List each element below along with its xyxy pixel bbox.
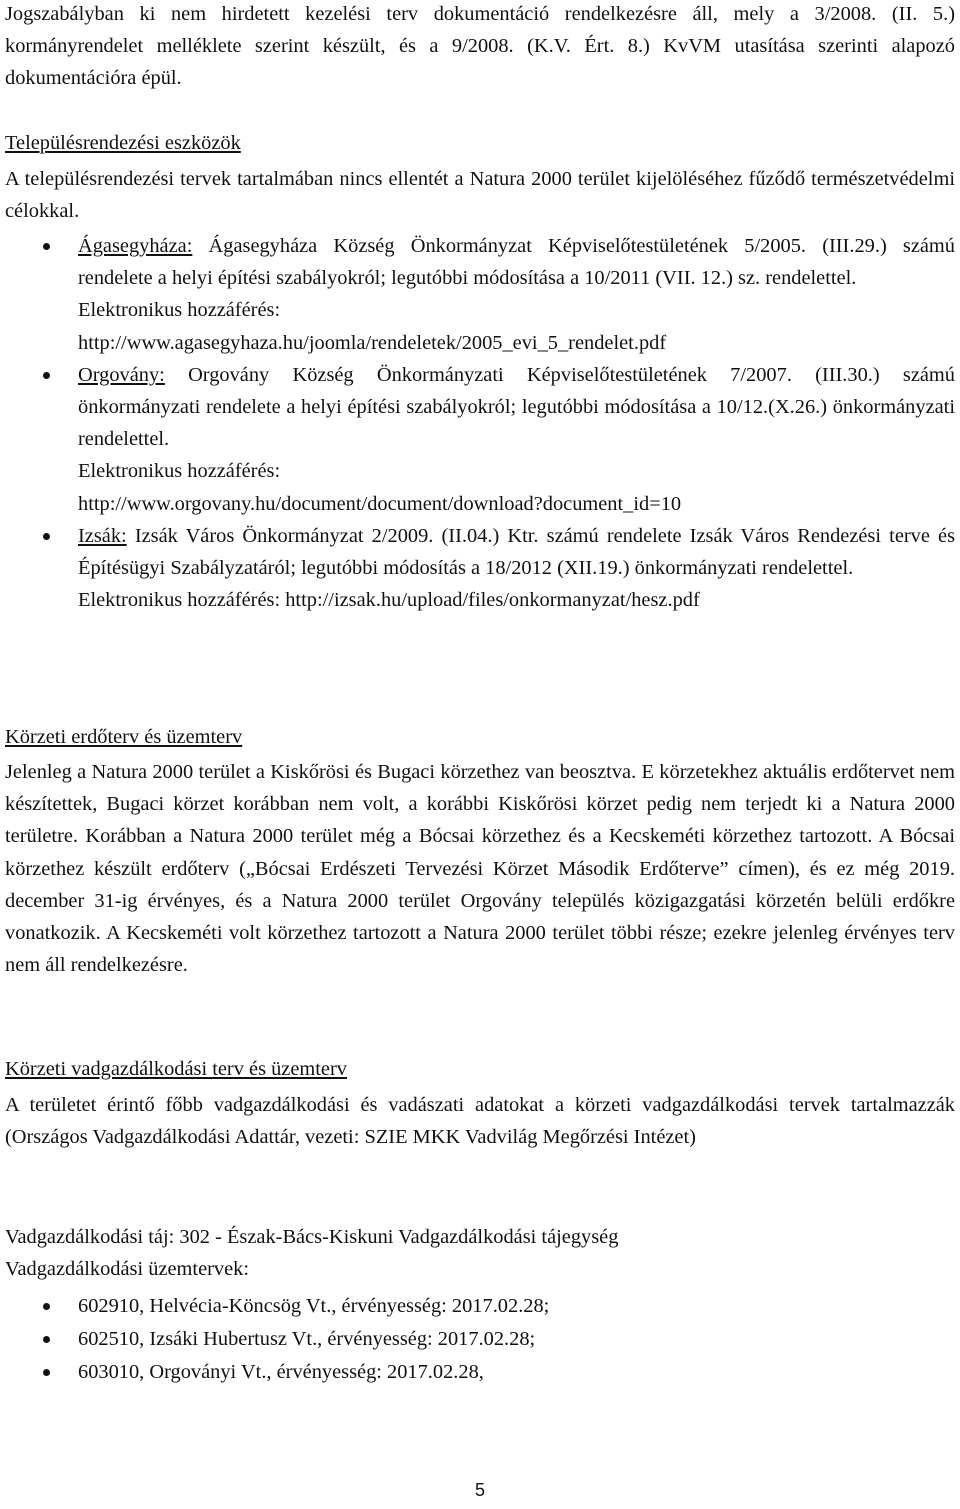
access-url[interactable]: http://izsak.hu/upload/files/onkormanyzat/hesz.pdf	[285, 589, 700, 612]
municipality-name: Izsák:	[78, 524, 127, 547]
planning-list	[5, 230, 955, 616]
access-line	[78, 584, 955, 616]
list-item-agasegyhaza	[5, 230, 955, 359]
game-region: Vadgazdálkodási táj: 302 - Észak-Bács-Kiskuni Vadgazdálkodási tájegység	[5, 1226, 619, 1248]
game-heading: Körzeti vadgazdálkodási terv és üzemterv	[5, 1058, 347, 1080]
list-item-orgovany	[5, 359, 955, 520]
forest-paragraph: Jelenleg a Natura 2000 terület a Kiskőrösi és Bugaci körzethez van beosztva. E körzetekhez aktuális erdőtervet nem készítettek, Bugaci körzet korábban nem volt, a korábbi Kiskőrösi körzet pedig nem terjedt ki a Natura 2000 területre. Korábban a Natura 2000 terület még a Bócsai körzethez és a Kecskeméti körzethez tartozott. A Bócsai körzethez készült erdőterv („Bócsai Erdészeti Tervezési Körzet Második Erdőterve” címen), és ez még 2019. december 31-ig érvényes, és a Natura 2000 terület Orgovány település közigazgatási körzetén belüli erdőkre vonatkozik. A Kecskeméti volt körzethez tartozott a Natura 2000 terület többi része; ezekre jelenleg érvényes terv nem áll rendelkezésre.	[5, 761, 955, 977]
regulation-text: Orgovány Község Önkormányzati Képviselőtestületének 7/2007. (III.30.) számú önkormányzati rendelete a helyi építési szabályokról; legutóbbi módosítása a 10/12.(X.26.) önkormányzati rendelettel.	[78, 363, 955, 451]
list-item	[5, 1356, 955, 1389]
list-item	[5, 1323, 955, 1356]
bullet-icon	[43, 1303, 50, 1310]
plan-text: 603010, Orgoványi Vt., érvényesség: 2017.02.28,	[78, 1361, 484, 1383]
access-url[interactable]: http://www.agasegyhaza.hu/joomla/rendeletek/2005_evi_5_rendelet.pdf	[78, 331, 667, 354]
plan-text: 602910, Helvécia-Köncsög Vt., érvényesség: 2017.02.28;	[78, 1295, 550, 1317]
list-item-izsak	[5, 520, 955, 617]
game-plans-label: Vadgazdálkodási üzemtervek:	[5, 1258, 250, 1280]
plan-text: 602510, Izsáki Hubertusz Vt., érvényesség: 2017.02.28;	[78, 1328, 536, 1350]
list-item	[5, 1290, 955, 1323]
bullet-icon	[43, 372, 50, 379]
game-plans-list	[5, 1290, 955, 1389]
access-label: Elektronikus hozzáférés:	[78, 460, 281, 483]
bullet-icon	[43, 533, 50, 540]
bullet-icon	[43, 243, 50, 250]
access-label: Elektronikus hozzáférés:	[78, 589, 281, 612]
game-paragraph: A területet érintő főbb vadgazdálkodási és vadászati adatokat a körzeti vadgazdálkodási tervek tartalmazzák (Országos Vadgazdálkodási Adattár, vezeti: SZIE MKK Vadvilág Megőrzési Intézet)	[5, 1094, 955, 1149]
regulation-text: Izsák Város Önkormányzat 2/2009. (II.04.) Ktr. számú rendelete Izsák Város Rendezési terve és Építésügyi Szabályzatáról; legutóbbi módosítás a 18/2012 (XII.19.) önkormányzati rendelettel.	[78, 524, 955, 580]
access-url[interactable]: http://www.orgovany.hu/document/document/download?document_id=10	[78, 492, 682, 515]
access-label: Elektronikus hozzáférés:	[78, 299, 281, 322]
municipality-name: Orgovány:	[78, 363, 165, 386]
planning-heading: Településrendezési eszközök	[5, 132, 241, 154]
bullet-icon	[43, 1369, 50, 1376]
intro-paragraph: Jogszabályban ki nem hirdetett kezelési terv dokumentáció rendelkezésre áll, mely a 3/2008. (II. 5.) kormányrendelet melléklete szerint készült, és a 9/2008. (K.V. Ért. 8.) KvVM utasítása szerinti alapozó dokumentációra épül.	[5, 3, 955, 90]
page-number: 5	[474, 1480, 485, 1500]
municipality-name: Ágasegyháza:	[78, 235, 193, 257]
bullet-icon	[43, 1336, 50, 1343]
planning-paragraph: A településrendezési tervek tartalmában nincs ellentét a Natura 2000 terület kijelöléséhez fűződő természetvédelmi célokkal.	[5, 168, 955, 223]
forest-heading: Körzeti erdőterv és üzemterv	[5, 726, 243, 748]
regulation-text: Ágasegyháza Község Önkormányzat Képviselőtestületének 5/2005. (III.29.) számú rendelete a helyi építési szabályokról; legutóbbi módosítása a 10/2011 (VII. 12.) sz. rendelettel.	[78, 235, 955, 290]
